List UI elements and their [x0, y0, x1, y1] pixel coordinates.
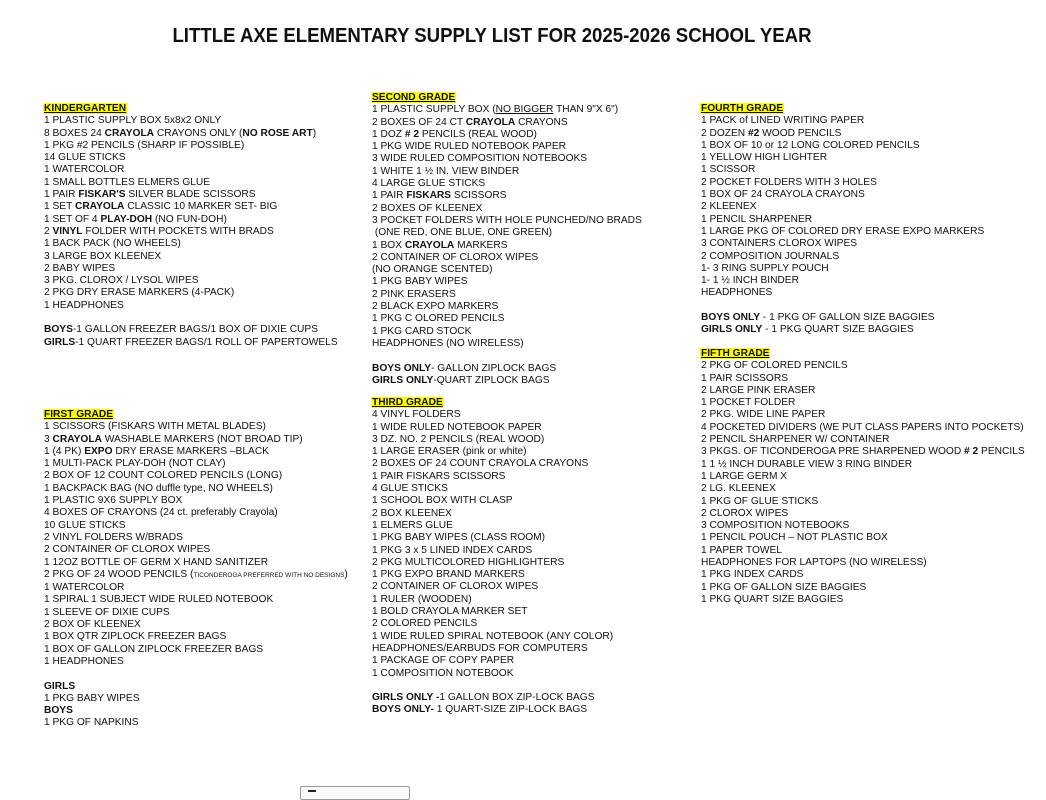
list-item: 2 CONTAINER OF CLOROX WIPES [372, 581, 539, 593]
fifth-grade-heading: FIFTH GRADE [701, 348, 770, 359]
list-item: 1 BOX CRAYOLA MARKERS [372, 239, 508, 251]
list-item: 1 PKG C OLORED PENCILS [372, 313, 505, 325]
list-item: 2 LG. KLEENEX [701, 483, 776, 495]
list-item: 1 BACKPACK BAG (NO duffle type, NO WHEELS) [44, 482, 273, 494]
list-item: 1 WHITE 1 ½ IN. VIEW BINDER [372, 165, 520, 177]
boys-note: BOYS ONLY- GALLON ZIPLOCK BAGS [372, 362, 557, 374]
second-grade-heading: SECOND GRADE [372, 92, 456, 103]
list-item: 1 PKG OF GLUE STICKS [701, 495, 819, 507]
list-item: 1 LARGE PKG OF COLORED DRY ERASE EXPO MARKERS [701, 225, 985, 237]
list-item: 1 1 ½ INCH DURABLE VIEW 3 RING BINDER [701, 458, 913, 470]
list-item: 1 PAIR FISKARS SCISSORS [372, 470, 506, 482]
list-item: 1 WATERCOLOR [44, 164, 125, 176]
list-item: HEADPHONES (NO WIRELESS) [372, 337, 524, 349]
list-item: 2 BLACK EXPO MARKERS [372, 301, 499, 313]
list-item: 1 COMPOSITION NOTEBOOK [372, 667, 514, 679]
list-item: 1 BOX OF GALLON ZIPLOCK FREEZER BAGS [44, 643, 264, 655]
girls-note: 1 PKG BABY WIPES [44, 692, 140, 704]
list-item: 2 PINK ERASERS [372, 288, 456, 300]
list-item: 2 COMPOSITION JOURNALS [701, 250, 840, 262]
list-item: 1 YELLOW HIGH LIGHTER [701, 152, 828, 164]
list-item: 2 BOXES OF 24 CT CRAYOLA CRAYONS [372, 116, 568, 128]
list-item: 1 BOLD CRAYOLA MARKER SET [372, 606, 528, 618]
list-item: 14 GLUE STICKS [44, 152, 126, 164]
list-item: 1 SCHOOL BOX WITH CLASP [372, 495, 513, 507]
list-item: 1- 3 RING SUPPLY POUCH [701, 262, 829, 274]
list-item: (ONE RED, ONE BLUE, ONE GREEN) [372, 227, 553, 239]
list-item: 3 COMPOSITION NOTEBOOKS [701, 520, 850, 532]
list-item: 2 PKG DRY ERASE MARKERS (4-PACK) [44, 287, 235, 299]
list-item: 1 PAIR FISKAR'S SILVER BLADE SCISSORS [44, 189, 256, 201]
list-item: 1 PAPER TOWEL [701, 544, 782, 556]
list-item: 2 VINYL FOLDER WITH POCKETS WITH BRADS [44, 225, 274, 237]
list-item: 2 PKG OF 24 WOOD PENCILS (TICONDEROGA PREFERRED WITH NO DESIGNS) [44, 568, 348, 580]
list-item: 3 CRAYOLA WASHABLE MARKERS (NOT BROAD TIP) [44, 433, 303, 445]
list-item: 1 PKG BABY WIPES (CLASS ROOM) [372, 532, 546, 544]
list-item: 1 BACK PACK (NO WHEELS) [44, 238, 181, 250]
list-item: 1 PLASTIC SUPPLY BOX 5x8x2 ONLY [44, 115, 222, 127]
list-item: 1 SLEEVE OF DIXIE CUPS [44, 606, 170, 618]
list-item: 1 PKG OF GALLON SIZE BAGGIES [701, 581, 867, 593]
third-grade-section [372, 397, 613, 717]
fourth-grade-section [701, 103, 984, 337]
list-item: 3 PKG. CLOROX / LYSOL WIPES [44, 275, 199, 287]
list-item: 1 RULER (WOODEN) [372, 593, 472, 605]
list-item: HEADPHONES FOR LAPTOPS (NO WIRELESS) [701, 557, 927, 569]
boys-note: BOYS ONLY- 1 QUART-SIZE ZIP-LOCK BAGS [372, 704, 588, 716]
list-item: 2 BABY WIPES [44, 262, 116, 274]
list-item: 1 HEADPHONES [44, 299, 124, 311]
list-item: 2 CONTAINER OF CLOROX WIPES [44, 544, 211, 556]
girls-note: GIRLS ONLY -1 GALLON BOX ZIP-LOCK BAGS [372, 692, 595, 704]
list-item: 10 GLUE STICKS [44, 519, 126, 531]
list-item: 1 WIDE RULED NOTEBOOK PAPER [372, 421, 542, 433]
list-item: 1 LARGE ERASER (pink or white) [372, 446, 527, 458]
list-item: 1 BOX OF 24 CRAYOLA CRAYONS [701, 189, 865, 201]
first-grade-section [44, 409, 348, 730]
fifth-grade-section [701, 348, 1025, 606]
list-item: 1 SCISSOR [701, 164, 756, 176]
list-item: 1 POCKET FOLDER [701, 397, 796, 409]
girls-label: GIRLS [44, 680, 76, 692]
list-item: 2 PKG MULTICOLORED HIGHLIGHTERS [372, 556, 565, 568]
list-item: 4 LARGE GLUE STICKS [372, 178, 486, 190]
list-item: 4 VINYL FOLDERS [372, 409, 461, 421]
list-item: 1 ELMERS GLUE [372, 519, 453, 531]
list-item: 3 WIDE RULED COMPOSITION NOTEBOOKS [372, 153, 588, 165]
list-item: 2 BOX KLEENEX [372, 507, 452, 519]
list-item: 1 WIDE RULED SPIRAL NOTEBOOK (ANY COLOR) [372, 630, 614, 642]
girls-note: GIRLS ONLY-QUART ZIPLOCK BAGS [372, 374, 550, 386]
list-item: 1 SMALL BOTTLES ELMERS GLUE [44, 176, 211, 188]
list-item: 1 12OZ BOTTLE OF GERM X HAND SANITIZER [44, 556, 269, 568]
list-item: 2 VINYL FOLDERS W/BRADS [44, 531, 183, 543]
list-item: 1 PLASTIC SUPPLY BOX (NO BIGGER THAN 9"X 6") [372, 104, 619, 116]
fourth-grade-heading: FOURTH GRADE [701, 103, 784, 114]
boys-note: 1 PKG OF NAPKINS [44, 717, 139, 729]
list-item: 1 PKG INDEX CARDS [701, 569, 804, 581]
list-item: 1 PAIR SCISSORS [701, 372, 788, 384]
list-item: 1 PLASTIC 9X6 SUPPLY BOX [44, 495, 183, 507]
list-item: 1 SPIRAL 1 SUBJECT WIDE RULED NOTEBOOK [44, 594, 274, 606]
toolbar-mark-icon [308, 790, 316, 792]
second-grade-section [372, 92, 642, 387]
page-toolbar-stub [300, 786, 410, 800]
page-title: LITTLE AXE ELEMENTARY SUPPLY LIST FOR 2025-2026 SCHOOL YEAR [172, 25, 812, 47]
list-item: 1 PENCIL SHARPENER [701, 213, 813, 225]
list-item: 1 SET OF 4 PLAY-DOH (NO FUN-DOH) [44, 213, 227, 225]
boys-note: BOYS ONLY - 1 PKG OF GALLON SIZE BAGGIES [701, 312, 935, 324]
list-item: 1 HEADPHONES [44, 655, 124, 667]
boys-label: BOYS [44, 705, 73, 717]
list-item: 1 WATERCOLOR [44, 582, 125, 594]
list-item: 1 PKG EXPO BRAND MARKERS [372, 569, 525, 581]
third-grade-heading: THIRD GRADE [372, 397, 443, 408]
list-item: 1 (4 PK) EXPO DRY ERASE MARKERS –BLACK [44, 445, 269, 457]
list-item: 1 PACKAGE OF COPY PAPER [372, 655, 515, 667]
list-item: 2 PENCIL SHARPENER W/ CONTAINER [701, 434, 890, 446]
list-item: 2 POCKET FOLDERS WITH 3 HOLES [701, 176, 877, 188]
list-item: 2 BOXES OF KLEENEX [372, 202, 483, 214]
list-item: 2 DOZEN #2 WOOD PENCILS [701, 127, 842, 139]
list-item: 1 PKG BABY WIPES [372, 276, 468, 288]
list-item: 4 BOXES OF CRAYONS (24 ct. preferably Crayola) [44, 507, 278, 519]
first-grade-heading: FIRST GRADE [44, 409, 114, 420]
list-item: 2 KLEENEX [701, 201, 757, 213]
list-item: 1 PENCIL POUCH – NOT PLASTIC BOX [701, 532, 888, 544]
list-item: 3 CONTAINERS CLOROX WIPES [701, 238, 858, 250]
list-item: 3 PKGS. OF TICONDEROGA PRE SHARPENED WOOD # 2 PENCILS [701, 446, 1025, 458]
list-item: 3 POCKET FOLDERS WITH HOLE PUNCHED/NO BRADS [372, 214, 642, 226]
list-item: 2 COLORED PENCILS [372, 618, 478, 630]
list-item: 2 PKG OF COLORED PENCILS [701, 360, 848, 372]
list-item: 1 SET CRAYOLA CLASSIC 10 MARKER SET- BIG [44, 201, 278, 213]
list-item: 1 PKG QUART SIZE BAGGIES [701, 593, 844, 605]
list-item: 8 BOXES 24 CRAYOLA CRAYONS ONLY (NO ROSE ART) [44, 127, 317, 139]
list-item: 1 PKG CARD STOCK [372, 325, 472, 337]
boys-note: BOYS-1 GALLON FREEZER BAGS/1 BOX OF DIXIE CUPS [44, 324, 319, 336]
list-item: 1 SCISSORS (FISKARS WITH METAL BLADES) [44, 421, 266, 433]
list-item: 2 BOXES OF 24 COUNT CRAYOLA CRAYONS [372, 458, 589, 470]
list-item: HEADPHONES/EARBUDS FOR COMPUTERS [372, 642, 588, 654]
list-item: 1 PKG #2 PENCILS (SHARP IF POSSIBLE) [44, 139, 245, 151]
list-item: HEADPHONES [701, 287, 773, 299]
list-item: 1 DOZ # 2 PENCILS (REAL WOOD) [372, 128, 537, 140]
list-item: 1 PAIR FISKARS SCISSORS [372, 190, 507, 202]
list-item: 2 BOX OF KLEENEX [44, 619, 141, 631]
list-item: 1- 1 ½ INCH BINDER [701, 275, 799, 287]
list-item: 1 PKG WIDE RULED NOTEBOOK PAPER [372, 141, 566, 153]
list-item: 2 PKG. WIDE LINE PAPER [701, 409, 826, 421]
list-item: 1 LARGE GERM X [701, 470, 788, 482]
list-item: 3 LARGE BOX KLEENEX [44, 250, 162, 262]
list-item: 2 CLOROX WIPES [701, 507, 789, 519]
list-item: 1 BOX OF 10 or 12 LONG COLORED PENCILS [701, 139, 920, 151]
girls-note: GIRLS-1 QUART FREEZER BAGS/1 ROLL OF PAPERTOWELS [44, 336, 338, 348]
list-item: 2 LARGE PINK ERASER [701, 384, 816, 396]
list-item: (NO ORANGE SCENTED) [372, 264, 493, 276]
list-item: 4 GLUE STICKS [372, 483, 448, 495]
list-item: 3 DZ. NO. 2 PENCILS (REAL WOOD) [372, 433, 545, 445]
list-item: 1 BOX QTR ZIPLOCK FREEZER BAGS [44, 631, 227, 643]
girls-note: GIRLS ONLY - 1 PKG QUART SIZE BAGGIES [701, 324, 914, 336]
list-item: 1 PACK of LINED WRITING PAPER [701, 115, 865, 127]
list-item: 1 PKG 3 x 5 LINED INDEX CARDS [372, 544, 533, 556]
kindergarten-heading: KINDERGARTEN [44, 103, 127, 114]
list-item: 4 POCKETED DIVIDERS (WE PUT CLASS PAPERS INTO POCKETS) [701, 421, 1024, 433]
list-item: 1 MULTI-PACK PLAY-DOH (NOT CLAY) [44, 458, 226, 470]
list-item: 2 CONTAINER OF CLOROX WIPES [372, 251, 539, 263]
kindergarten-section [44, 103, 338, 349]
list-item: 2 BOX OF 12 COUNT COLORED PENCILS (LONG) [44, 470, 283, 482]
